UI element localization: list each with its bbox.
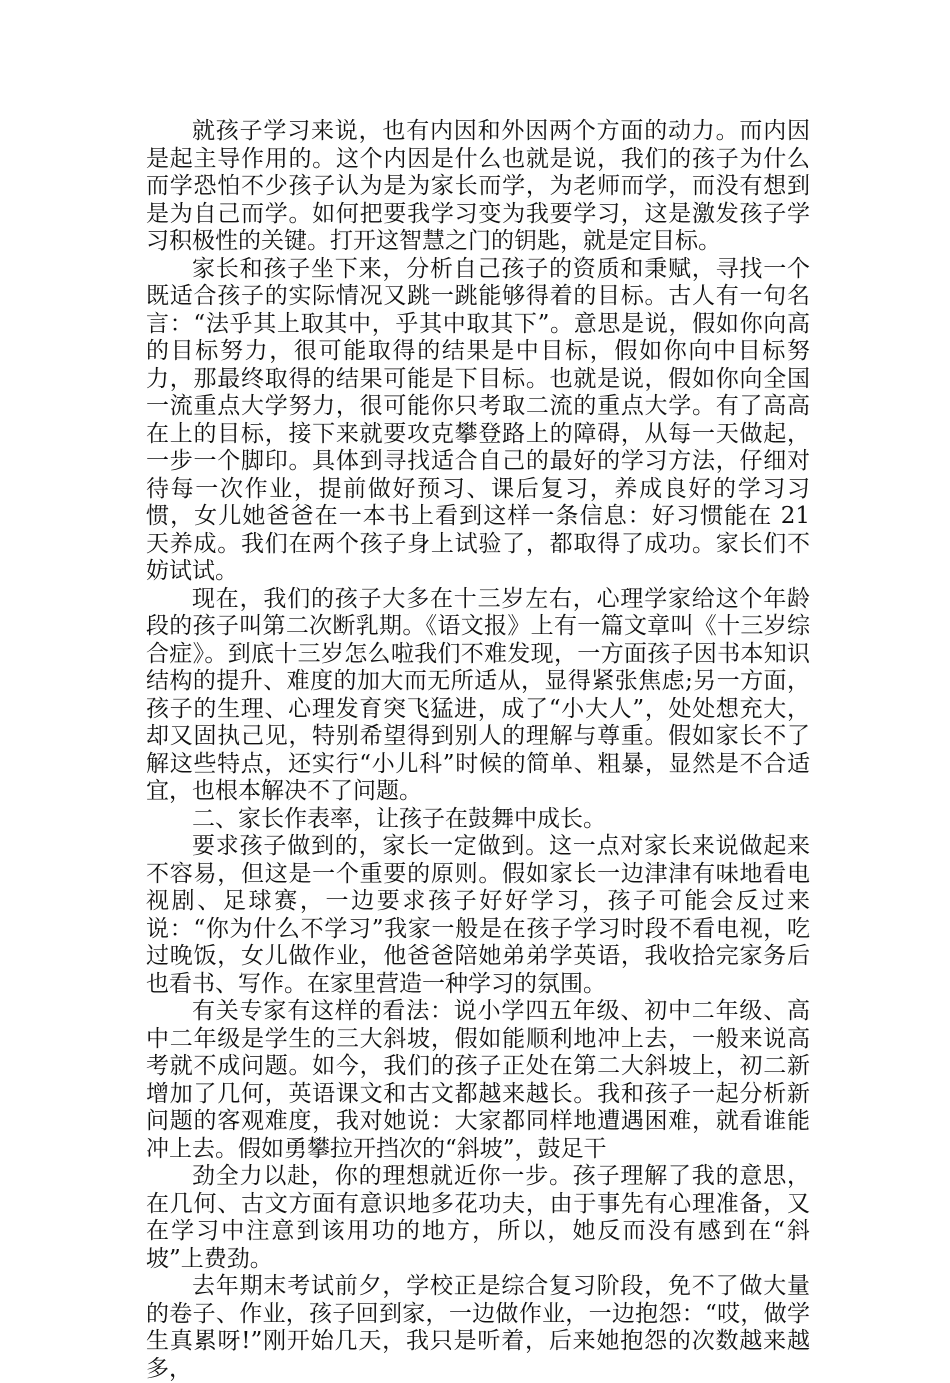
section-heading: 二、家长作表率，让孩子在鼓舞中成长。: [192, 805, 606, 832]
paragraph-5: 有关专家有这样的看法：说小学四五年级、初中二年级、高中二年级是学生的三大斜坡，假如能顺利地冲上去，一般来说高考就不成问题。如今，我们的孩子正处在第二大斜坡上，初二新增加了几何，英语课文和古文都越来越长。我和孩子一起分析新问题的客观难度，我对她说：大家都同样地遭遇困难，就看谁能冲上去。假如勇攀拉开挡次的“斜坡”，鼓足干: [146, 998, 810, 1162]
paragraph-4: 要求孩子做到的，家长一定做到。这一点对家长来说做起来不容易，但这是一个重要的原则。假如家长一边津津有味地看电视剧、足球赛，一边要求孩子好好学习，孩子可能会反过来说：“你为什么不学习”我家一般是在孩子学习时段不看电视，吃过晚饭，女儿做作业，他爸爸陪她弟弟学英语，我收拾完家务后也看书、写作。在家里营造一种学习的氛围。: [146, 833, 810, 997]
paragraph-7: 去年期末考试前夕，学校正是综合复习阶段，免不了做大量的卷子、作业，孩子回到家，一边做作业，一边抱怨：“哎，做学生真累呀!”刚开始几天，我只是听着，后来她抱怨的次数越来越多，: [146, 1273, 810, 1382]
paragraph-6: 劲全力以赴，你的理想就近你一步。孩子理解了我的意思，在几何、古文方面有意识地多花功夫，由于事先有心理准备，又在学习中注意到该用功的地方，所以，她反而没有感到在“斜坡”上费劲。: [146, 1163, 810, 1272]
paragraph-3: 现在，我们的孩子大多在十三岁左右，心理学家给这个年龄段的孩子叫第二次断乳期。《语文报》上有一篇文章叫《十三岁综合症》。到底十三岁怎么啦我们不难发现，一方面孩子因书本知识结构的提升、难度的加大而无所适从，显得紧张焦虑;另一方面，孩子的生理、心理发育突飞猛进，成了“小大人”，处处想充大，却又固执己见，特别希望得到别人的理解与尊重。假如家长不了解这些特点，还实行“小儿科”时候的简单、粗暴，显然是不合适宜，也根本解决不了问题。: [146, 585, 810, 804]
document-body: [146, 118, 810, 1383]
paragraph-1: 就孩子学习来说，也有内因和外因两个方面的动力。而内因是起主导作用的。这个内因是什么也就是说，我们的孩子为什么而学恐怕不少孩子认为是为家长而学，为老师而学，而没有想到是为自己而学。如何把要我学习变为我要学习，这是激发孩子学习积极性的关键。打开这智慧之门的钥匙，就是定目标。: [146, 118, 810, 254]
paragraph-2: 家长和孩子坐下来，分析自己孩子的资质和秉赋，寻找一个既适合孩子的实际情况又跳一跳能够得着的目标。古人有一句名言：“法乎其上取其中，乎其中取其下”。意思是说，假如你向高的目标努力，很可能取得的结果是中目标，假如你向中目标努力，那最终取得的结果可能是下目标。也就是说，假如你向全国一流重点大学努力，很可能你只考取二流的重点大学。有了高高在上的目标，接下来就要攻克攀登路上的障碍，从每一天做起，一步一个脚印。具体到寻找适合自己的最好的学习方法，仔细对待每一次作业，提前做好预习、课后复习，养成良好的学习习惯，女儿她爸爸在一本书上看到这样一条信息：好习惯能在 21 天养成。我们在两个孩子身上试验了，都取得了成功。家长们不妨试试。: [146, 255, 810, 584]
